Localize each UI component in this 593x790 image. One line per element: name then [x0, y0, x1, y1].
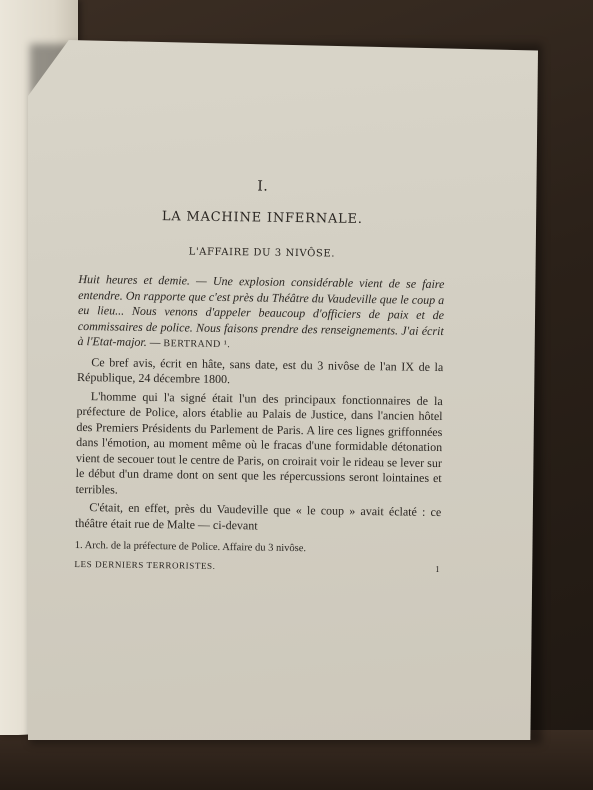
quote-text: Huit heures et demie. — Une explosion considérable vient de se faire entendre. On rapporte que c'est près du Théâtre du Vaudeville que le coup a eu lieu... Nous venons d'appeler beaucoup d'officiers de paix et de commissaires de police. Nous faisons prendre des renseignements. J'ai écrit à l'Etat-major. — [77, 271, 445, 350]
page-content [74, 168, 446, 574]
section-title: L'AFFAIRE DU 3 NIVÔSE. [188, 246, 336, 260]
paragraph: L'homme qui l'a signé était l'un des principaux fonctionnaires de la préfecture de Police, alors établie au Palais de Justice, dans l'ancien hôtel des Premiers Présidents du Parlement de Paris. A lire ces lignes griffonnées dans l'émotion, au moment même où le fracas d'une formidable détonation vient de secouer tout le centre de Paris, on croirait voir le rideau se lever sur le début d'un drame dont on sent que les répercussions seront lointaines et terribles. [75, 388, 443, 497]
quote-signature: BERTRAND ¹. [163, 338, 231, 351]
paragraph: Ce bref avis, écrit en hâte, sans date, est du 3 nivôse de l'an IX de la République, 24 décembre 1800. [76, 354, 444, 387]
chapter-title: LA MACHINE INFERNALE. [161, 209, 363, 227]
quoted-dispatch [77, 272, 444, 356]
running-book-title: LES DERNIERS TERRORISTES. [74, 558, 216, 571]
chapter-number: I. [257, 178, 269, 195]
footnote: 1. Arch. de la préfecture de Police. Affaire du 3 nivôse. [74, 539, 307, 555]
paragraph: C'était, en effet, près du Vaudeville que « le coup » avait éclaté : ce théâtre était rue de Malte — ci-devant [74, 500, 442, 533]
signature-mark: 1 [435, 564, 441, 575]
